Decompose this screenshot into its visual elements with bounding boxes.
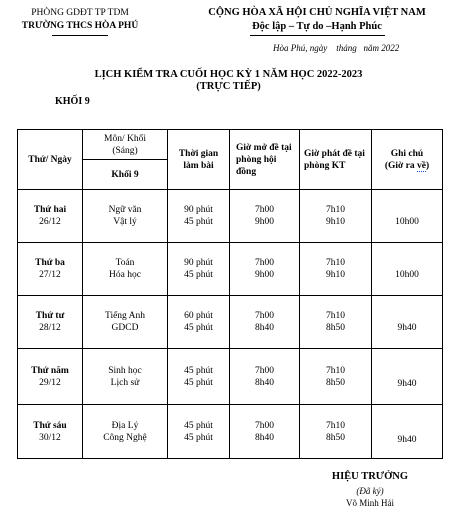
note-cell: 9h40 bbox=[372, 296, 443, 349]
table-row bbox=[18, 190, 443, 243]
table-row bbox=[18, 349, 443, 405]
header-note-sub bbox=[372, 160, 442, 172]
day-name: Thứ hai bbox=[33, 205, 67, 215]
subject-2: Lịch sử bbox=[110, 377, 140, 388]
document-title: LỊCH KIỂM TRA CUỐI HỌC KỲ 1 NĂM HỌC 2022-2023 bbox=[94, 69, 363, 80]
subject-2: Công Nghệ bbox=[103, 432, 147, 443]
distribute-time-2: 8h50 bbox=[326, 323, 345, 333]
distribute-time-2: 9h10 bbox=[326, 217, 345, 227]
distribute-time-1: 7h10 bbox=[326, 258, 345, 268]
distribute-time-1: 7h10 bbox=[326, 205, 345, 215]
open-time-2: 9h00 bbox=[255, 217, 274, 227]
duration-2: 45 phút bbox=[184, 270, 213, 280]
department-name: PHÒNG GDĐT TP TDM bbox=[31, 8, 129, 18]
header-subject bbox=[83, 130, 168, 160]
open-time-1: 7h00 bbox=[255, 258, 274, 268]
subject-cell bbox=[83, 296, 168, 349]
duration-cell bbox=[168, 243, 230, 296]
duration-2: 45 phút bbox=[184, 377, 213, 388]
day-name: Thứ tư bbox=[35, 311, 65, 321]
open-time-cell bbox=[230, 349, 300, 405]
header-subject-label: Môn/ Khối bbox=[104, 133, 146, 144]
duration-2: 45 phút bbox=[184, 217, 213, 227]
table-header-row bbox=[18, 130, 443, 160]
national-motto: Độc lập – Tự do –Hạnh Phúc bbox=[252, 21, 382, 32]
subject-1: Toán bbox=[115, 258, 135, 268]
motto-underline bbox=[250, 35, 385, 36]
day-date: 28/12 bbox=[39, 323, 61, 333]
subject-2: GDCD bbox=[111, 323, 139, 333]
day-date: 26/12 bbox=[39, 217, 61, 227]
duration-1: 45 phút bbox=[184, 420, 213, 431]
subject-1: Tiếng Anh bbox=[104, 311, 146, 321]
exam-schedule-table bbox=[17, 129, 443, 459]
distribute-time-1: 7h10 bbox=[326, 420, 345, 431]
distribute-time-cell bbox=[300, 190, 372, 243]
subject-1: Sinh học bbox=[108, 365, 142, 376]
day-name: Thứ sáu bbox=[33, 420, 67, 431]
day-cell bbox=[18, 190, 83, 243]
distribute-time-cell bbox=[300, 349, 372, 405]
header-note-label: Ghi chú bbox=[390, 148, 424, 159]
subject-1: Địa Lý bbox=[111, 420, 139, 431]
principal-title: HIỆU TRƯỞNG bbox=[331, 471, 409, 482]
header-note-prefix: (Giờ ra bbox=[384, 160, 418, 171]
duration-2: 45 phút bbox=[184, 323, 213, 333]
open-time-2: 9h00 bbox=[255, 270, 274, 280]
open-time-cell bbox=[230, 190, 300, 243]
document-subtitle: (TRỰC TIẾP) bbox=[196, 81, 261, 92]
date-line: Hòa Phú, ngày tháng năm 2022 bbox=[273, 43, 400, 53]
republic-title: CỘNG HÒA XÃ HỘI CHỦ NGHĨA VIỆT NAM bbox=[208, 7, 426, 18]
header-duration: Thời gian làm bài bbox=[168, 130, 230, 190]
duration-cell bbox=[168, 349, 230, 405]
grade-label: KHỐI 9 bbox=[55, 96, 90, 107]
header-note-suffix: ) bbox=[425, 160, 430, 171]
header-distribute-time: Giờ phát đề tại phòng KT bbox=[300, 130, 372, 190]
distribute-time-2: 8h50 bbox=[326, 377, 345, 388]
distribute-time-cell bbox=[300, 296, 372, 349]
header-day: Thứ/ Ngày bbox=[18, 130, 83, 190]
subject-cell bbox=[83, 190, 168, 243]
subject-cell bbox=[83, 243, 168, 296]
subject-2: Vật lý bbox=[113, 217, 137, 227]
header-note-link: về bbox=[417, 160, 426, 171]
school-name: TRƯỜNG THCS HÒA PHÚ bbox=[21, 21, 139, 31]
note-cell: 9h40 bbox=[372, 349, 443, 405]
duration-cell bbox=[168, 296, 230, 349]
open-time-cell bbox=[230, 296, 300, 349]
open-time-2: 8h40 bbox=[255, 432, 274, 443]
header-grade: Khối 9 bbox=[83, 160, 168, 190]
day-cell bbox=[18, 405, 83, 459]
day-cell bbox=[18, 243, 83, 296]
day-date: 27/12 bbox=[39, 270, 61, 280]
subject-cell bbox=[83, 349, 168, 405]
header-note bbox=[372, 130, 443, 190]
distribute-time-cell bbox=[300, 243, 372, 296]
day-date: 30/12 bbox=[39, 432, 61, 443]
table-row bbox=[18, 405, 443, 459]
subject-1: Ngữ văn bbox=[108, 205, 142, 215]
open-time-2: 8h40 bbox=[255, 377, 274, 388]
day-cell bbox=[18, 296, 83, 349]
distribute-time-1: 7h10 bbox=[326, 311, 345, 321]
distribute-time-cell bbox=[300, 405, 372, 459]
distribute-time-2: 8h50 bbox=[326, 432, 345, 443]
distribute-time-2: 9h10 bbox=[326, 270, 345, 280]
open-time-1: 7h00 bbox=[255, 365, 274, 376]
header-open-time: Giờ mở đề tại phòng hội đồng bbox=[230, 130, 300, 190]
signed-note: (Đã ký) bbox=[356, 486, 384, 496]
subject-cell bbox=[83, 405, 168, 459]
duration-1: 45 phút bbox=[184, 365, 213, 376]
table-row bbox=[18, 243, 443, 296]
open-time-1: 7h00 bbox=[255, 311, 274, 321]
day-name: Thứ năm bbox=[31, 365, 69, 376]
open-time-1: 7h00 bbox=[255, 420, 274, 431]
duration-cell bbox=[168, 405, 230, 459]
subject-2: Hóa học bbox=[109, 270, 141, 280]
duration-1: 90 phút bbox=[184, 205, 213, 215]
day-date: 29/12 bbox=[39, 377, 61, 388]
open-time-cell bbox=[230, 405, 300, 459]
table-row bbox=[18, 296, 443, 349]
note-cell: 10h00 bbox=[372, 243, 443, 296]
school-underline bbox=[52, 35, 108, 36]
duration-cell bbox=[168, 190, 230, 243]
distribute-time-1: 7h10 bbox=[326, 365, 345, 376]
principal-name: Võ Minh Hải bbox=[346, 498, 394, 508]
note-cell: 10h00 bbox=[372, 190, 443, 243]
day-name: Thứ ba bbox=[35, 258, 65, 268]
header-subject-session: (Sáng) bbox=[112, 145, 138, 156]
duration-2: 45 phút bbox=[184, 432, 213, 443]
open-time-2: 8h40 bbox=[255, 323, 274, 333]
open-time-cell bbox=[230, 243, 300, 296]
note-cell: 9h40 bbox=[372, 405, 443, 459]
open-time-1: 7h00 bbox=[255, 205, 274, 215]
duration-1: 60 phút bbox=[184, 311, 213, 321]
day-cell bbox=[18, 349, 83, 405]
duration-1: 90 phút bbox=[184, 258, 213, 268]
